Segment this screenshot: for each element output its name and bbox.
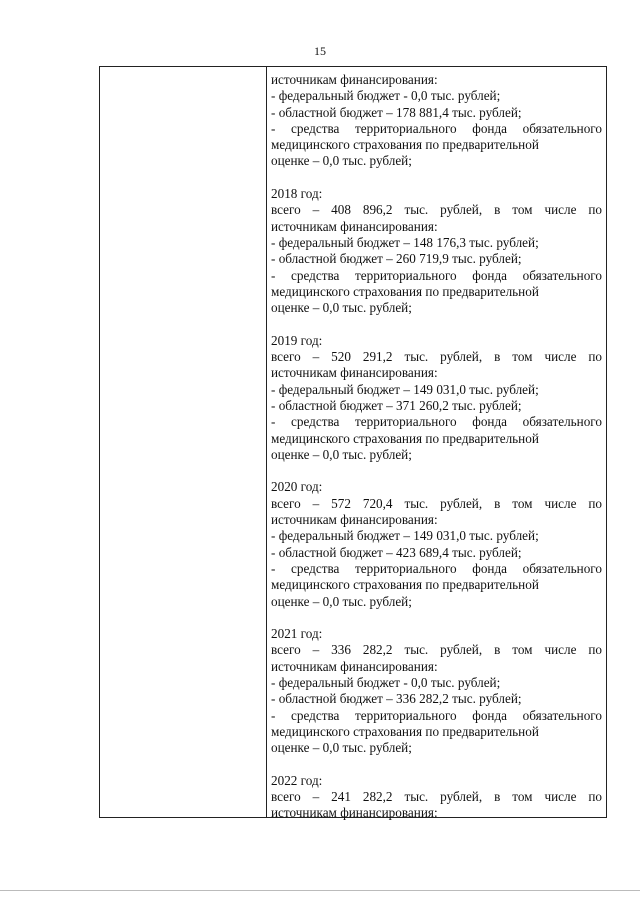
- text-line: 2021 год:: [271, 626, 323, 642]
- text-line: источникам финансирования:: [271, 658, 438, 674]
- text-line: всего – 572 720,4 тыс. рублей, в том числе по: [271, 495, 602, 511]
- financing-block: [271, 479, 602, 609]
- text-line: всего – 241 282,2 тыс. рублей, в том числе по: [271, 789, 602, 805]
- text-line: - федеральный бюджет – 149 031,0 тыс. рублей;: [271, 528, 539, 544]
- text-line: - средства территориального фонда обязательного: [271, 267, 602, 283]
- text-line: - областной бюджет – 371 260,2 тыс. рублей;: [271, 397, 522, 413]
- text-line: - средства территориального фонда обязательного: [271, 707, 602, 723]
- text-line: 2020 год:: [271, 479, 323, 495]
- financing-block: [271, 773, 602, 822]
- text-line: - федеральный бюджет – 148 176,3 тыс. рублей;: [271, 234, 539, 250]
- paragraph-gap: [271, 463, 602, 479]
- financing-block: [271, 333, 602, 463]
- text-line: - средства территориального фонда обязательного: [271, 414, 602, 430]
- text-line: оценке – 0,0 тыс. рублей;: [271, 300, 412, 316]
- text-line: источникам финансирования:: [271, 72, 438, 87]
- text-line: - федеральный бюджет – 149 031,0 тыс. рублей;: [271, 381, 539, 397]
- text-line: - средства территориального фонда обязательного: [271, 120, 602, 136]
- text-line: источникам финансирования:: [271, 218, 438, 234]
- text-line: - областной бюджет – 336 282,2 тыс. рублей;: [271, 691, 522, 707]
- page-bottom-rule: [0, 890, 640, 891]
- table-right-column: [271, 72, 602, 822]
- text-line: медицинского страхования по предварительной: [271, 723, 539, 739]
- text-line: источникам финансирования:: [271, 365, 438, 381]
- text-line: - областной бюджет – 423 689,4 тыс. рублей;: [271, 544, 522, 560]
- paragraph-gap: [271, 316, 602, 332]
- text-line: - федеральный бюджет - 0,0 тыс. рублей;: [271, 88, 501, 104]
- text-line: оценке – 0,0 тыс. рублей;: [271, 153, 412, 169]
- text-line: - областной бюджет – 178 881,4 тыс. рублей;: [271, 104, 522, 120]
- text-line: медицинского страхования по предварительной: [271, 577, 539, 593]
- text-line: медицинского страхования по предварительной: [271, 137, 539, 153]
- financing-block: [271, 626, 602, 756]
- text-line: всего – 520 291,2 тыс. рублей, в том числе по: [271, 349, 602, 365]
- text-line: оценке – 0,0 тыс. рублей;: [271, 740, 412, 756]
- table-left-column: [100, 67, 267, 817]
- text-line: 2018 год:: [271, 186, 323, 202]
- text-line: медицинского страхования по предварительной: [271, 430, 539, 446]
- text-line: оценке – 0,0 тыс. рублей;: [271, 593, 412, 609]
- text-line: оценке – 0,0 тыс. рублей;: [271, 446, 412, 462]
- paragraph-gap: [271, 170, 602, 186]
- text-line: - областной бюджет – 260 719,9 тыс. рублей;: [271, 251, 522, 267]
- text-line: всего – 408 896,2 тыс. рублей, в том числе по: [271, 202, 602, 218]
- text-line: 2019 год:: [271, 332, 323, 348]
- page-number: 15: [314, 44, 326, 58]
- text-line: - средства территориального фонда обязательного: [271, 560, 602, 576]
- text-line: источникам финансирования:: [271, 512, 438, 528]
- financing-block: [271, 186, 602, 316]
- paragraph-gap: [271, 610, 602, 626]
- text-line: медицинского страхования по предварительной: [271, 283, 539, 299]
- text-line: 2022 год:: [271, 772, 323, 788]
- document-table: [99, 66, 607, 821]
- paragraph-gap: [271, 756, 602, 772]
- text-line: источникам финансирования:: [271, 805, 438, 821]
- text-line: - федеральный бюджет - 0,0 тыс. рублей;: [271, 674, 501, 690]
- financing-block: [271, 72, 602, 170]
- text-line: всего – 336 282,2 тыс. рублей, в том числе по: [271, 642, 602, 658]
